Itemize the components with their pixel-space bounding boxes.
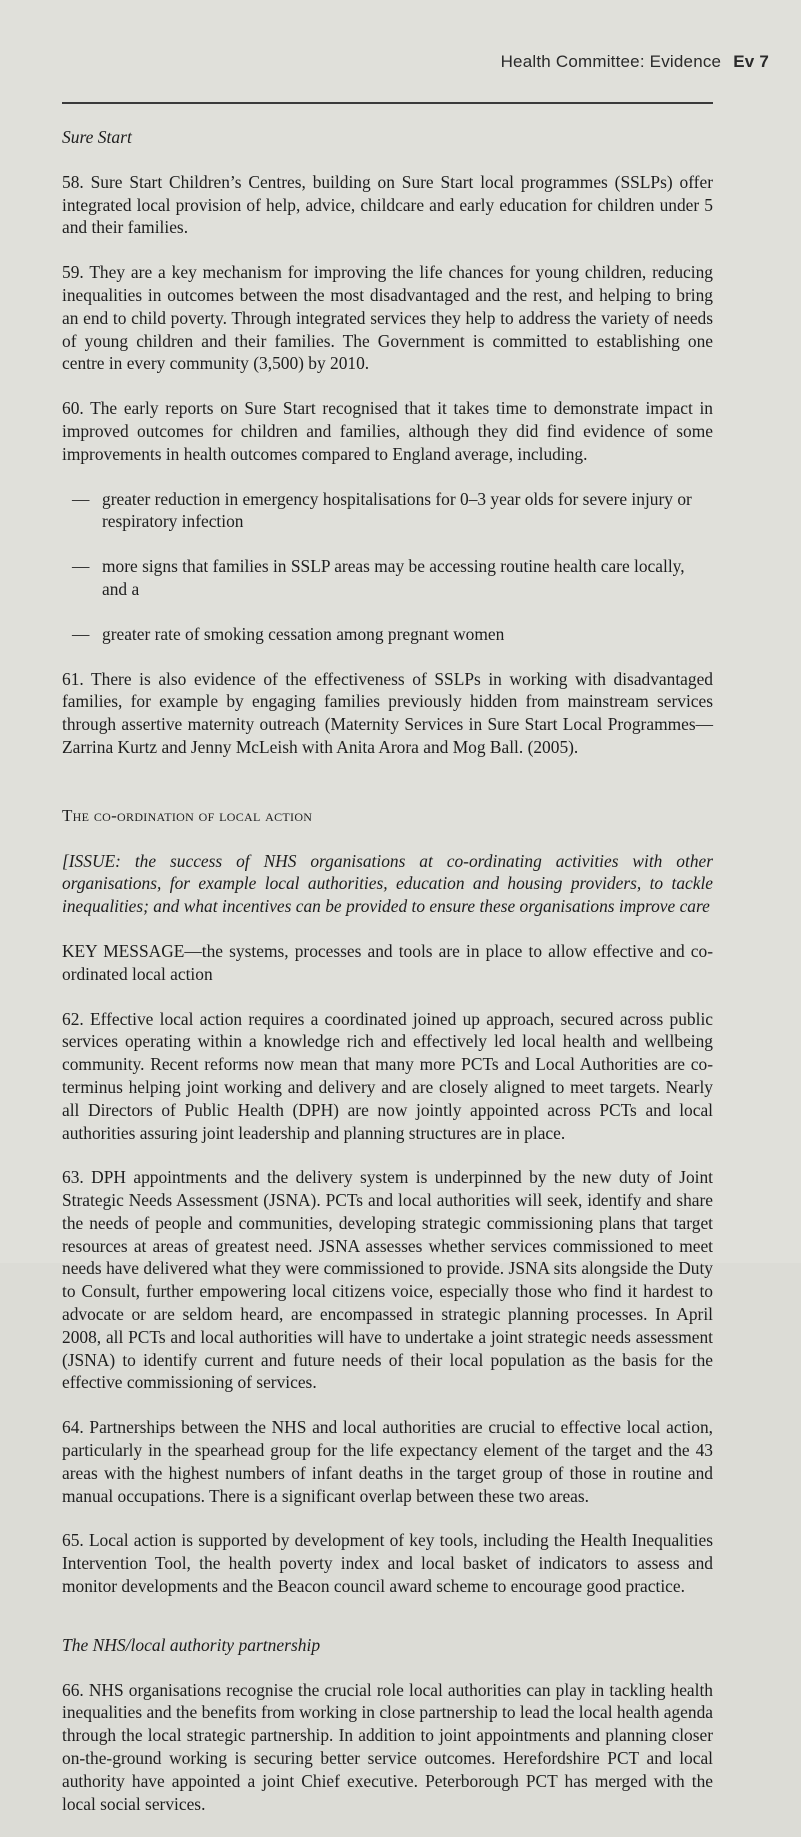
- header-title: Health Committee: Evidence: [500, 52, 722, 71]
- bullet-text: more signs that families in SSLP areas may be accessing routine health care locally, and a: [102, 556, 685, 599]
- bullet-dash: —: [72, 623, 90, 644]
- issue-statement: [ISSUE: the success of NHS organisations at co-ordinating activities with other organisations, for example local authorities, education and housing providers, to tackle inequalities; and what incentives can be provided to ensure these organisations improve care: [62, 850, 713, 917]
- bullet-item: [62, 555, 713, 601]
- key-message: KEY MESSAGE—the systems, processes and tools are in place to allow effective and co-ordinated local action: [62, 940, 713, 984]
- section-heading-coordination: The co-ordination of local action: [62, 805, 313, 825]
- paragraph-62: 62. Effective local action requires a coordinated joined up approach, secured across public services operating within a knowledge rich and effectively led local health and wellbeing community. Recent reforms now mean that many more PCTs and Local Authorities are co-terminus helping joint working and delivery and are closely aligned to meet targets. Nearly all Directors of Public Health (DPH) are now jointly appointed across PCTs and local authorities assuring joint leadership and planning structures are in place.: [62, 1008, 713, 1143]
- paragraph-66: 66. NHS organisations recognise the crucial role local authorities can play in tackling health inequalities and the benefits from working in close partnership to lead the local health agenda through the local strategic partnership. In addition to joint appointments and planning closer on-the-ground working is securing better service outcomes. Herefordshire PCT and local authority have appointed a joint Chief executive. Peterborough PCT has merged with the local social services.: [62, 1679, 713, 1814]
- bullet-item: [62, 623, 713, 646]
- body-content: [62, 112, 713, 1837]
- bullet-dash: —: [72, 556, 90, 577]
- paragraph-63: 63. DPH appointments and the delivery system is underpinned by the new duty of Joint Strategic Needs Assessment (JSNA). PCTs and local authorities will seek, identify and share the needs of people and communities, developing strategic commissioning plans that target resources at areas of greatest need. JSNA assesses whether services commissioned to meet needs have delivered what they were commissioned to provide. JSNA sits alongside the Duty to Consult, further empowering local citizens voice, especially those who find it hardest to advocate or are seldom heard, are encompassed in strategic planning processes. In April 2008, all PCTs and local authorities will have to undertake a joint strategic needs assessment (JSNA) to identify current and future needs of their local population as the basis for the effective commissioning of services.: [62, 1167, 713, 1393]
- paragraph-64: 64. Partnerships between the NHS and local authorities are crucial to effective local action, particularly in the spearhead group for the life expectancy element of the target and the 43 areas with the highest numbers of infant deaths in the target group of those in routine and manual occupations. There is a significant overlap between these two areas.: [62, 1417, 713, 1506]
- header-rule: [62, 102, 713, 104]
- paragraph-65: 65. Local action is supported by development of key tools, including the Health Inequalities Intervention Tool, the health poverty index and local basket of indicators to assess and monitor developments and the Beacon council award scheme to encourage good practice.: [62, 1530, 713, 1597]
- bullet-item: [62, 488, 713, 534]
- paragraph-59: 59. They are a key mechanism for improving the life chances for young children, reducing inequalities in outcomes between the most disadvantaged and the rest, and helping to bring an end to child poverty. Through integrated services they help to address the variety of needs of young children and their families. The Government is committed to establishing one centre in every community (3,500) by 2010.: [62, 262, 713, 374]
- section-heading-partnership: The NHS/local authority partnership: [62, 1634, 321, 1655]
- paragraph-61: 61. There is also evidence of the effectiveness of SSLPs in working with disadvantaged families, for example by engaging families previously hidden from mainstream services through assertive maternity outreach (Maternity Services in Sure Start Local Programmes—Zarrina Kurtz and Jenny McLeish with Anita Arora and Mog Ball. (2005).: [62, 668, 713, 757]
- bullet-text: greater reduction in emergency hospitalisations for 0–3 year olds for severe injury or respiratory infection: [102, 488, 692, 532]
- bullet-dash: —: [72, 488, 90, 509]
- bullet-text: greater rate of smoking cessation among pregnant women: [102, 623, 505, 644]
- paragraph-60: 60. The early reports on Sure Start recognised that it takes time to demonstrate impact in improved outcomes for children and families, although they did find evidence of some improvements in health outcomes compared to England average, including.: [62, 398, 713, 464]
- running-header: [501, 52, 769, 72]
- section-heading-sure-start: Sure Start: [62, 127, 132, 147]
- header-page-ref: Ev 7: [733, 52, 769, 71]
- paragraph-58: 58. Sure Start Children’s Centres, building on Sure Start local programmes (SSLPs) offer integrated local provision of help, advice, childcare and early education for children under 5 and their families.: [62, 171, 713, 238]
